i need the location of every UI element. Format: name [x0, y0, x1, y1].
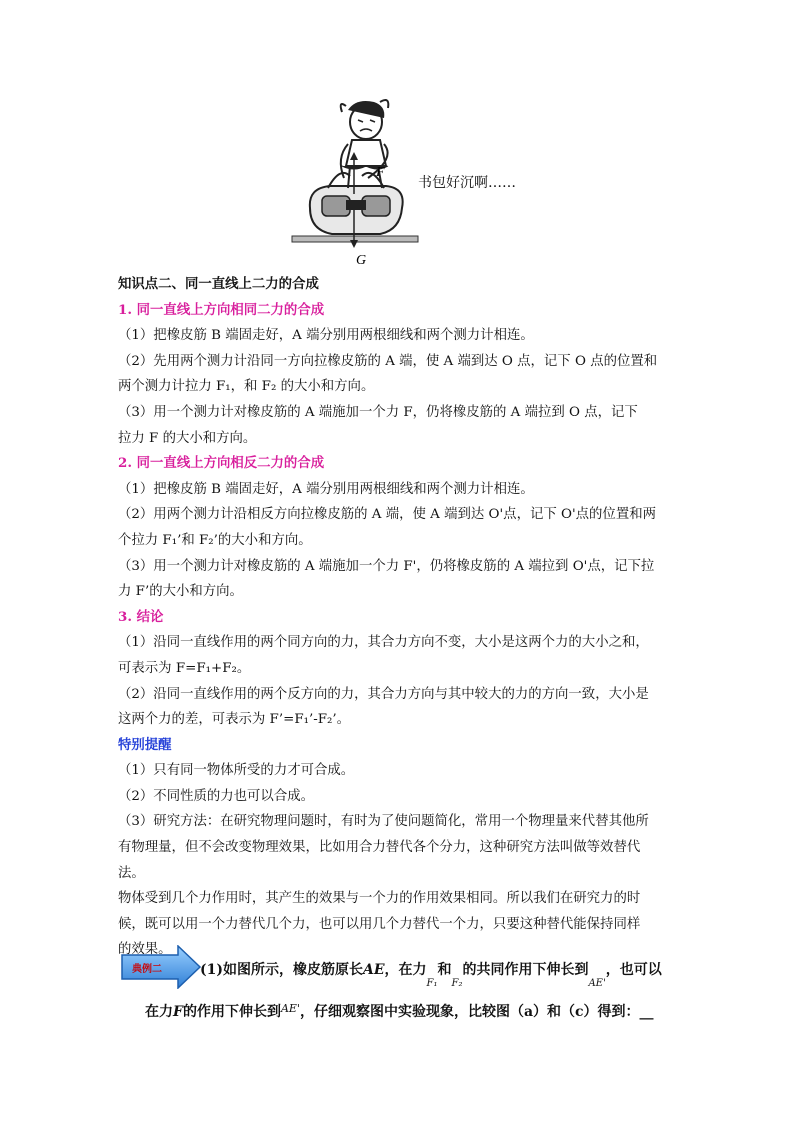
section-title: 知识点二、同一直线上二力的合成: [118, 276, 319, 292]
paragraph-line: 有物理量，但不会改变物理效果，比如用合力替代各个分力，这种研究方法叫做等效替代: [118, 840, 641, 856]
paragraph-line: （3）用一个测力计对橡皮筋的 A 端施加一个力 F'，仍将橡皮筋的 A 端拉到 O'点，记下拉: [118, 558, 655, 574]
paragraph-line: 候，既可以用一个力替代几个力，也可以用几个力替代一个力，只要这种替代能保持同样: [118, 916, 641, 932]
paragraph-line: 两个测力计拉力 F₁，和 F₂ 的大小和方向。: [118, 379, 375, 395]
paragraph-line: （3）用一个测力计对橡皮筋的 A 端施加一个力 F，仍将橡皮筋的 A 端拉到 O 点，记下: [118, 404, 638, 420]
paragraph-line: 的效果。: [118, 942, 172, 958]
figure-caption: 书包好沉啊……: [418, 175, 516, 191]
paragraph-line: （2）不同性质的力也可以合成。: [118, 788, 314, 804]
bag-pocket: [362, 196, 390, 216]
paragraph-line: （2）用两个测力计沿相反方向拉橡皮筋的 A 端，使 A 端到达 O'点，记下 O'点的位置和两: [118, 507, 656, 523]
paragraph-line: （1）把橡皮筋 B 端固走好，A 端分别用两根细线和两个测力计相连。: [118, 481, 534, 497]
paragraph-line: 可表示为 F=F₁+F₂。: [118, 660, 251, 676]
paragraph-line: 力 F’的大小和方向。: [118, 584, 243, 600]
force-down-label: G: [356, 253, 367, 268]
paragraph-line: （1）沿同一直线作用的两个同方向的力，其合力方向不变，大小是这两个力的大小之和，: [118, 635, 649, 651]
paragraph-line: 这两个力的差，可表示为 F’=F₁’-F₂’。: [118, 712, 351, 728]
subsection-title: 1. 同一直线上方向相同二力的合成: [118, 301, 325, 318]
knowledge-section: [118, 272, 686, 963]
example-question-line: (1)如图所示，橡皮筋原长AE，在力$_{F_1}$和$_{F_2}$的共同作用下伸长到$_{AE'}$，也可以: [200, 962, 662, 989]
paragraph-line: （3）研究方法：在研究物理问题时，有时为了使问题简化，常用一个物理量来代替其他所: [118, 814, 649, 830]
example-badge-label: 典例二: [132, 964, 162, 975]
paragraph-line: 物体受到几个力作用时，其产生的效果与一个力的作用效果相同。所以我们在研究力的时: [118, 891, 641, 907]
paragraph-line: 个拉力 F₁’和 F₂’的大小和方向。: [118, 532, 312, 548]
paragraph-line: （2）沿同一直线作用的两个反方向的力，其合力方向与其中较大的力的方向一致，大小是: [118, 686, 649, 702]
bag-pocket: [322, 196, 350, 216]
tip-title: 特别提醒: [118, 736, 172, 753]
paragraph-line: 法。: [118, 865, 145, 881]
kid-shirt: [346, 140, 386, 166]
paragraph-line: 拉力 F 的大小和方向。: [118, 430, 257, 446]
paragraph-line: （1）只有同一物体所受的力才可合成。: [118, 763, 355, 779]
force-up-label: F: [376, 165, 385, 180]
subsection-title: 2. 同一直线上方向相反二力的合成: [118, 455, 325, 472]
paragraph-line: （2）先用两个测力计沿同一方向拉橡皮筋的 A 端，使 A 端到达 O 点，记下 O 点的位置和: [118, 353, 658, 369]
example-block: [120, 945, 720, 1035]
paragraph-line: （1）把橡皮筋 B 端固走好，A 端分别用两根细线和两个测力计相连。: [118, 328, 534, 344]
example-question-line: 在力F的作用下伸长到$^{AE'}$，仔细观察图中实验现象，比较图（a）和（c）得到：__: [145, 1002, 654, 1020]
bag-buckle: [346, 200, 366, 210]
subsection-title: 3. 结论: [118, 608, 164, 625]
